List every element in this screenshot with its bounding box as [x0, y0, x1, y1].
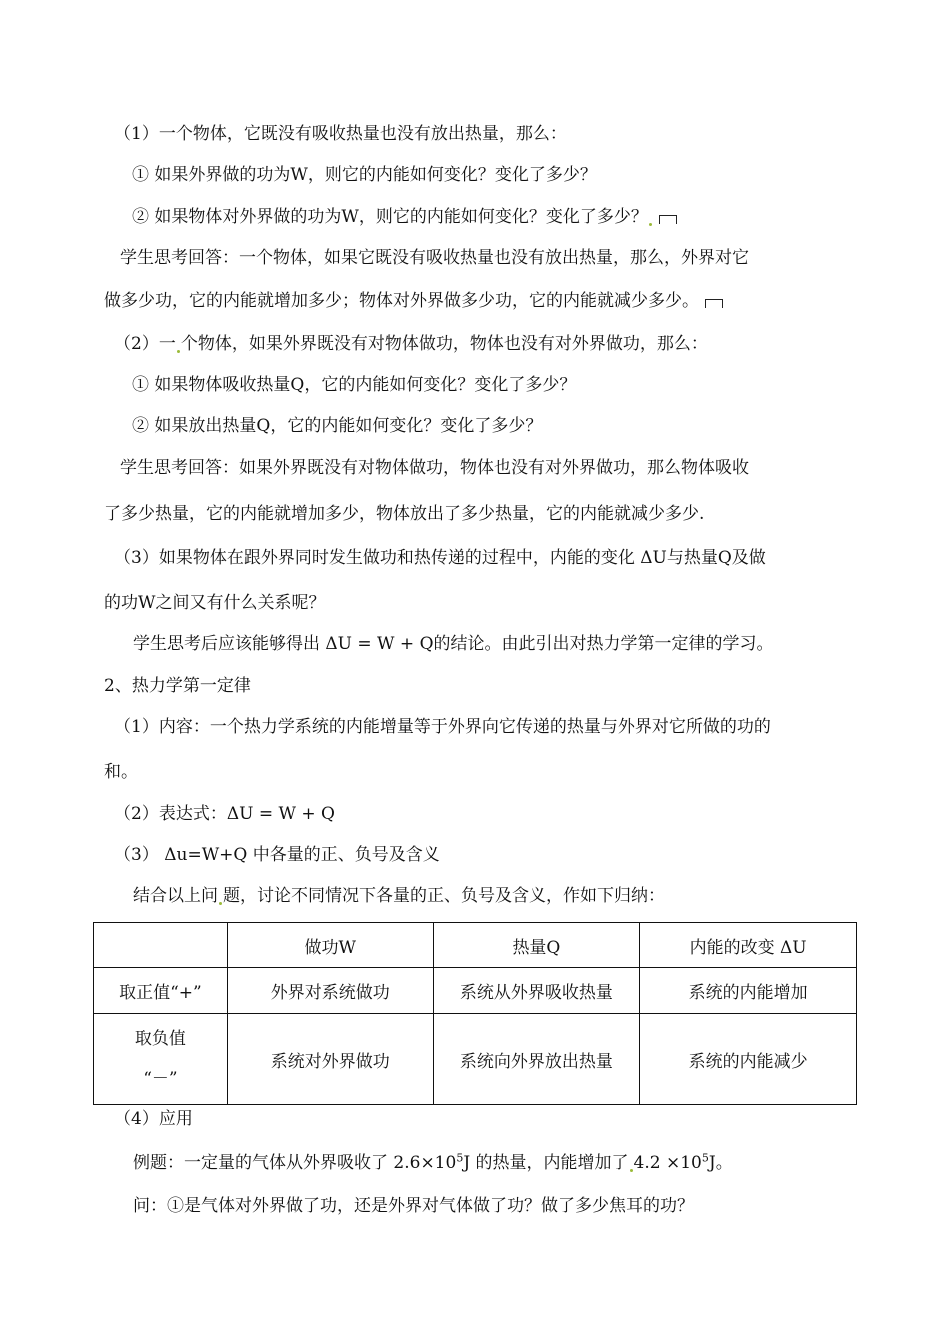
table-header-heat: 热量Q: [433, 923, 640, 968]
question-2: 个物体，如果外界既没有对物体做功，物体也没有对外界做功，那么：: [180, 334, 708, 354]
annotation-dot: [649, 223, 652, 226]
question-2-part-b: ② 如果放出热量Q，它的内能如何变化？变化了多少？: [132, 416, 543, 436]
annotation-dot: [219, 902, 222, 905]
application-heading: （4）应用: [114, 1109, 193, 1129]
example-question: 问：①是气体对外界做了功，还是外界对气体做了功？做了多少焦耳的功？: [133, 1196, 694, 1216]
table-cell: 系统从外界吸收热量: [433, 968, 640, 1014]
table-cell: 系统向外界放出热量: [433, 1014, 640, 1105]
row-label-positive: 取正值“+”: [94, 968, 228, 1014]
exponent: 5: [456, 1151, 464, 1165]
content-line-1: （1）内容：一个热力学系统的内能增量等于外界向它传递的热量与外界对它所做的功的: [114, 717, 771, 737]
question-1-part-b-line: [132, 205, 677, 229]
row-label-negative-line-1: 取负值: [134, 1029, 186, 1049]
row-label-negative: [94, 1014, 228, 1105]
annotation-dot: [177, 350, 180, 353]
summary-intro: 题，讨论不同情况下各量的正、负号及含义，作如下归纳：: [223, 886, 665, 906]
question-1-part-b: ② 如果物体对外界做的功为W，则它的内能如何变化？变化了多少？: [132, 207, 648, 227]
example-text-1: 例题：一定量的气体从外界吸收了 2.6×10: [133, 1153, 457, 1173]
example-text-2: J 的热量，内能增加了: [463, 1153, 629, 1173]
conclusion: 学生思考后应该能够得出 ΔU = W + Q的结论。由此引出对热力学第一定律的学习。: [133, 634, 774, 654]
example-line: [133, 1151, 733, 1175]
expression: （2）表达式：ΔU = W + Q: [114, 804, 335, 824]
table-header-internal-energy: 内能的改变 ΔU: [640, 923, 857, 968]
answer-2-line-1: 学生思考回答：如果外界既没有对物体做功，物体也没有对外界做功，那么物体吸收: [120, 458, 749, 478]
question-1-part-a: ① 如果外界做的功为W，则它的内能如何变化？变化了多少？: [132, 165, 597, 185]
table-cell: 外界对系统做功: [227, 968, 433, 1014]
table-header-row: [94, 923, 857, 968]
section-heading: 2、热力学第一定律: [104, 676, 251, 696]
question-3-line-1: （3）如果物体在跟外界同时发生做功和热传递的过程中，内能的变化 ΔU与热量Q及做: [114, 548, 766, 568]
table-header-work: 做功W: [227, 923, 433, 968]
table-row-positive: [94, 968, 857, 1014]
answer-1-line-2-wrap: [104, 289, 723, 313]
question-2-line: [114, 332, 708, 356]
answer-1-line-2: 做多少功，它的内能就增加多少；物体对外界做多少功，它的内能就减少多少。: [104, 291, 699, 311]
edit-mark-icon: [705, 299, 723, 308]
edit-mark-icon: [659, 215, 677, 224]
table-header-corner: [94, 923, 228, 968]
question-2-prefix: （2）一: [114, 334, 176, 354]
summary-intro-pre: 结合以上问: [133, 886, 218, 906]
annotation-dot: [630, 1169, 633, 1172]
question-3-line-2: 的功W之间又有什么关系呢？: [104, 593, 326, 613]
table-cell: 系统对外界做功: [227, 1014, 433, 1105]
row-label-negative-line-2: “－”: [143, 1069, 178, 1089]
answer-1-line-1: 学生思考回答：一个物体，如果它既没有吸收热量也没有放出热量，那么，外界对它: [120, 248, 749, 268]
sign-summary-table: [93, 922, 857, 1105]
question-1: （1）一个物体，它既没有吸收热量也没有放出热量，那么：: [114, 124, 567, 144]
content-line-2: 和。: [104, 762, 138, 782]
answer-2-line-2: 了多少热量，它的内能就增加多少，物体放出了多少热量，它的内能就减少多少.: [104, 504, 705, 524]
summary-intro-line: [133, 884, 665, 908]
question-2-part-a: ① 如果物体吸收热量Q，它的内能如何变化？变化了多少？: [132, 375, 577, 395]
table-cell: 系统的内能减少: [640, 1014, 857, 1105]
example-value-2: 4.2 ×10: [633, 1153, 702, 1173]
example-text-3: J。: [708, 1153, 733, 1173]
table-row-negative: [94, 1014, 857, 1105]
exponent: 5: [701, 1151, 709, 1165]
table-cell: 系统的内能增加: [640, 968, 857, 1014]
signs-heading: （3） Δu=W+Q 中各量的正、负号及含义: [114, 845, 440, 865]
